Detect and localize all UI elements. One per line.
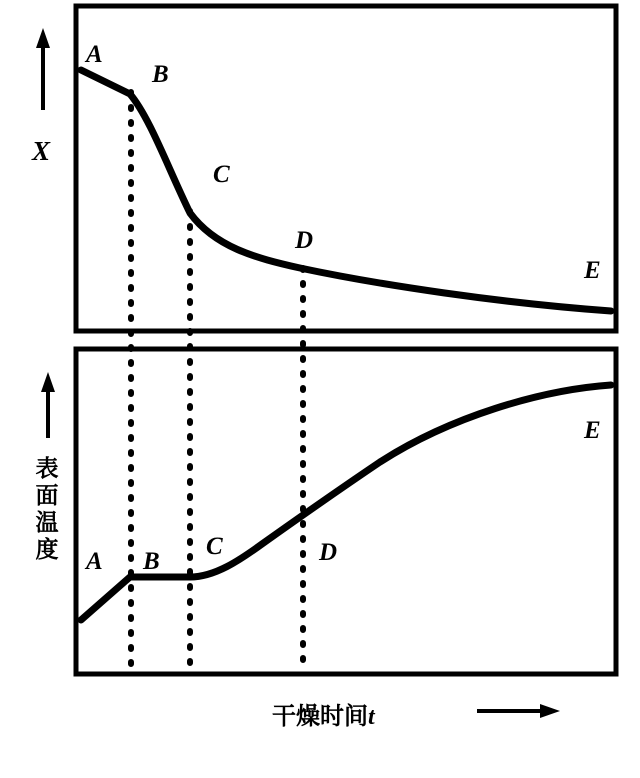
temperature-y-axis-label bbox=[34, 455, 60, 564]
moisture-y-axis-label: X bbox=[32, 136, 51, 166]
point-label-bottom-D: D bbox=[319, 539, 338, 566]
y-axis-char-1: 表 bbox=[35, 455, 59, 481]
moisture-y-axis-arrow bbox=[36, 28, 50, 110]
point-label-top-C: C bbox=[213, 161, 230, 188]
moisture-content-curve bbox=[81, 70, 611, 311]
point-label-bottom-C: C bbox=[206, 533, 223, 560]
point-label-bottom-A: A bbox=[86, 548, 103, 575]
x-axis-arrow bbox=[477, 704, 560, 718]
point-label-top-D: D bbox=[295, 227, 314, 254]
x-axis-label bbox=[272, 696, 375, 731]
x-axis-label-text: 干燥时间 bbox=[272, 703, 368, 730]
point-label-bottom-E: E bbox=[584, 417, 601, 444]
y-axis-char-2: 面 bbox=[35, 482, 59, 509]
temperature-y-axis-arrow bbox=[41, 372, 55, 438]
x-axis-label-symbol: t bbox=[368, 704, 375, 730]
y-axis-char-3: 温 bbox=[35, 509, 59, 536]
point-label-bottom-B: B bbox=[143, 548, 160, 575]
moisture-panel-frame bbox=[76, 6, 616, 331]
point-label-top-B: B bbox=[152, 61, 169, 88]
y-axis-char-4: 度 bbox=[35, 536, 59, 563]
point-label-top-A: A bbox=[86, 41, 103, 68]
surface-temperature-curve bbox=[81, 385, 611, 620]
point-label-top-E: E bbox=[584, 257, 601, 284]
